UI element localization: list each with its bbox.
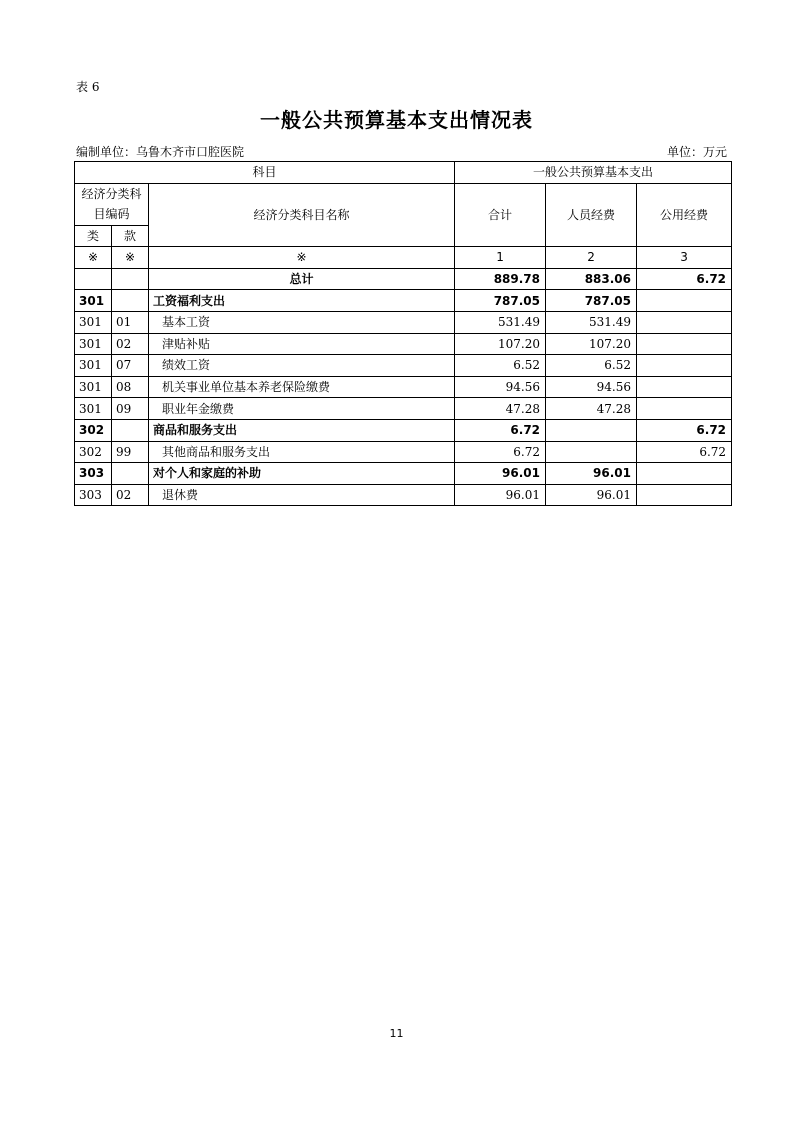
subject-name-cell: 对个人和家庭的补助 <box>149 463 455 485</box>
class-header: 类 <box>75 225 112 247</box>
personnel-cell <box>546 441 637 463</box>
table-row <box>75 333 732 355</box>
table-row <box>75 398 732 420</box>
table-row <box>75 311 732 333</box>
personnel-cell: 96.01 <box>546 484 637 506</box>
item-code-cell: 08 <box>112 376 149 398</box>
public-cell <box>637 398 732 420</box>
class-code-cell: 301 <box>75 311 112 333</box>
table-row <box>75 419 732 441</box>
org-label: 编制单位：乌鲁木齐市口腔医院 <box>76 145 245 159</box>
subject-header: 科目 <box>75 162 455 184</box>
total-cell: 787.05 <box>455 290 546 312</box>
subject-name-cell: 津贴补贴 <box>149 333 455 355</box>
class-code-cell: 301 <box>75 290 112 312</box>
personnel-cell: 787.05 <box>546 290 637 312</box>
table-row <box>75 463 732 485</box>
code-header: 经济分类科目编码 <box>75 183 149 225</box>
table-row <box>75 290 732 312</box>
public-cell <box>637 376 732 398</box>
class-code-cell: 301 <box>75 376 112 398</box>
total-empty-class <box>75 268 112 290</box>
item-code-cell: 02 <box>112 333 149 355</box>
public-cell <box>637 311 732 333</box>
subject-name-cell: 机关事业单位基本养老保险缴费 <box>149 376 455 398</box>
unit-label: 单位：万元 <box>666 145 727 159</box>
personnel-cell: 531.49 <box>546 311 637 333</box>
item-code-cell: 02 <box>112 484 149 506</box>
total-cell: 96.01 <box>455 463 546 485</box>
class-code-cell: 302 <box>75 419 112 441</box>
total-cell: 6.72 <box>455 419 546 441</box>
table-tag: 表 6 <box>76 80 100 94</box>
index-3: 3 <box>637 247 732 269</box>
public-cell <box>637 484 732 506</box>
item-code-cell: 07 <box>112 355 149 377</box>
total-cell: 96.01 <box>455 484 546 506</box>
public-cell <box>637 463 732 485</box>
index-1: 1 <box>455 247 546 269</box>
page-title: 一般公共预算基本支出情况表 <box>260 108 533 132</box>
subject-name-cell: 其他商品和服务支出 <box>149 441 455 463</box>
item-code-cell: 09 <box>112 398 149 420</box>
item-code-cell <box>112 290 149 312</box>
group-header: 一般公共预算基本支出 <box>455 162 732 184</box>
subject-name-cell: 基本工资 <box>149 311 455 333</box>
total-row <box>75 268 732 290</box>
subject-name-cell: 职业年金缴费 <box>149 398 455 420</box>
personnel-cell <box>546 419 637 441</box>
total-cell: 6.52 <box>455 355 546 377</box>
subject-name-cell: 商品和服务支出 <box>149 419 455 441</box>
total-empty-item <box>112 268 149 290</box>
class-code-cell: 301 <box>75 355 112 377</box>
total-cell: 47.28 <box>455 398 546 420</box>
total-col-header: 合计 <box>455 183 546 247</box>
total-cell: 6.72 <box>455 441 546 463</box>
class-code-cell: 303 <box>75 484 112 506</box>
personnel-col-header: 人员经费 <box>546 183 637 247</box>
total-label: 总计 <box>149 268 455 290</box>
total-personnel: 883.06 <box>546 268 637 290</box>
subject-name-cell: 工资福利支出 <box>149 290 455 312</box>
personnel-cell: 96.01 <box>546 463 637 485</box>
subject-name-cell: 退休费 <box>149 484 455 506</box>
item-code-cell <box>112 463 149 485</box>
table-row <box>75 376 732 398</box>
public-cell <box>637 333 732 355</box>
item-header: 款 <box>112 225 149 247</box>
name-header: 经济分类科目名称 <box>149 183 455 247</box>
class-mark: ※ <box>75 247 112 269</box>
total-cell: 94.56 <box>455 376 546 398</box>
table-row <box>75 441 732 463</box>
class-code-cell: 301 <box>75 398 112 420</box>
total-public: 6.72 <box>637 268 732 290</box>
personnel-cell: 107.20 <box>546 333 637 355</box>
table-body <box>75 162 732 506</box>
item-code-cell: 01 <box>112 311 149 333</box>
public-cell: 6.72 <box>637 441 732 463</box>
header-row-1 <box>75 162 732 184</box>
personnel-cell: 47.28 <box>546 398 637 420</box>
personnel-cell: 6.52 <box>546 355 637 377</box>
item-code-cell: 99 <box>112 441 149 463</box>
table-row <box>75 484 732 506</box>
public-col-header: 公用经费 <box>637 183 732 247</box>
name-mark: ※ <box>149 247 455 269</box>
budget-table <box>74 161 732 506</box>
index-2: 2 <box>546 247 637 269</box>
class-code-cell: 302 <box>75 441 112 463</box>
page-number: 11 <box>389 1027 404 1040</box>
item-code-cell <box>112 419 149 441</box>
subject-name-cell: 绩效工资 <box>149 355 455 377</box>
table-row <box>75 355 732 377</box>
public-cell: 6.72 <box>637 419 732 441</box>
index-row <box>75 247 732 269</box>
class-code-cell: 303 <box>75 463 112 485</box>
public-cell <box>637 355 732 377</box>
public-cell <box>637 290 732 312</box>
item-mark: ※ <box>112 247 149 269</box>
total-cell: 107.20 <box>455 333 546 355</box>
header-row-2 <box>75 183 732 225</box>
total-cell: 531.49 <box>455 311 546 333</box>
total-sum: 889.78 <box>455 268 546 290</box>
personnel-cell: 94.56 <box>546 376 637 398</box>
class-code-cell: 301 <box>75 333 112 355</box>
